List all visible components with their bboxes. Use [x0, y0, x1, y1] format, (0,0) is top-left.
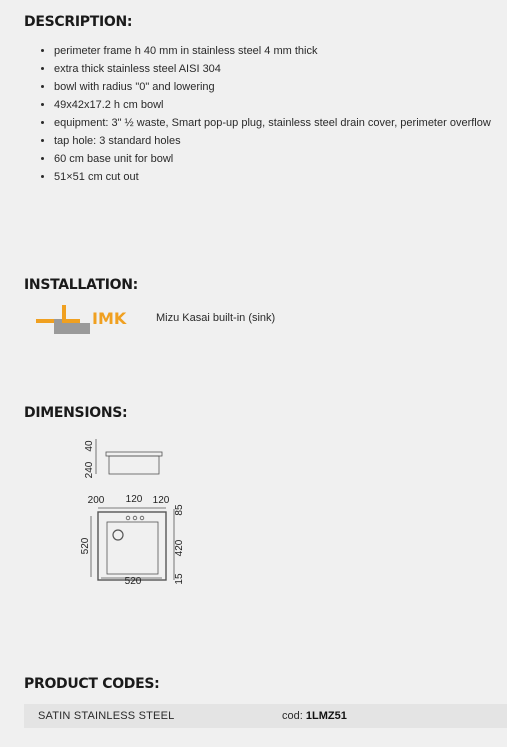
dim-rim-label: 40: [84, 440, 95, 452]
dim-top-left-label: 200: [87, 495, 105, 506]
description-list: [36, 42, 504, 186]
product-code-value: 1LMZ51: [305, 710, 347, 722]
dim-right-top-label: 85: [174, 504, 185, 516]
description-item: • 60 cm base unit for bowl: [54, 150, 504, 168]
dim-top-right-label: 120: [152, 495, 170, 506]
dim-right-mid-label: 420: [174, 539, 185, 557]
description-item: • tap hole: 3 standard holes: [54, 132, 504, 150]
drain-circle: [113, 530, 123, 540]
dim-height-label: 240: [84, 461, 95, 479]
dimensions-drawing: [78, 434, 188, 589]
product-codes-heading: PRODUCT CODES:: [24, 676, 160, 692]
dim-bottom-label: 520: [124, 576, 142, 587]
product-code-prefix: cod:: [282, 710, 303, 722]
installation-heading: INSTALLATION:: [24, 277, 138, 293]
top-bowl: [107, 522, 158, 574]
product-code: [282, 710, 347, 722]
description-item: • 49x42x17.2 h cm bowl: [54, 96, 504, 114]
imk-logo-text: IMK: [92, 309, 127, 328]
side-rim: [106, 452, 162, 456]
description-heading: DESCRIPTION:: [24, 14, 133, 30]
built-in-sink-icon: [36, 302, 90, 334]
tap-hole: [126, 516, 130, 520]
dimensions-heading: DIMENSIONS:: [24, 405, 128, 421]
description-item: • extra thick stainless steel AISI 304: [54, 60, 504, 78]
description-item: • equipment: 3" ½ waste, Smart pop-up plug, stainless steel drain cover, perimeter overflow: [54, 114, 504, 132]
dim-top-mid-label: 120: [125, 494, 143, 505]
tap-hole: [140, 516, 144, 520]
installation-label: Mizu Kasai built-in (sink): [156, 312, 276, 324]
side-bowl: [109, 456, 159, 474]
product-code-row: [24, 704, 507, 728]
product-material: SATIN STAINLESS STEEL: [38, 710, 175, 722]
description-item: • 51×51 cm cut out: [54, 168, 504, 186]
dim-left-label: 520: [80, 537, 91, 555]
description-item: • perimeter frame h 40 mm in stainless steel 4 mm thick: [54, 42, 504, 60]
tap-hole: [133, 516, 137, 520]
dim-right-bottom-label: 15: [174, 573, 185, 585]
description-item: • bowl with radius "0" and lowering: [54, 78, 504, 96]
